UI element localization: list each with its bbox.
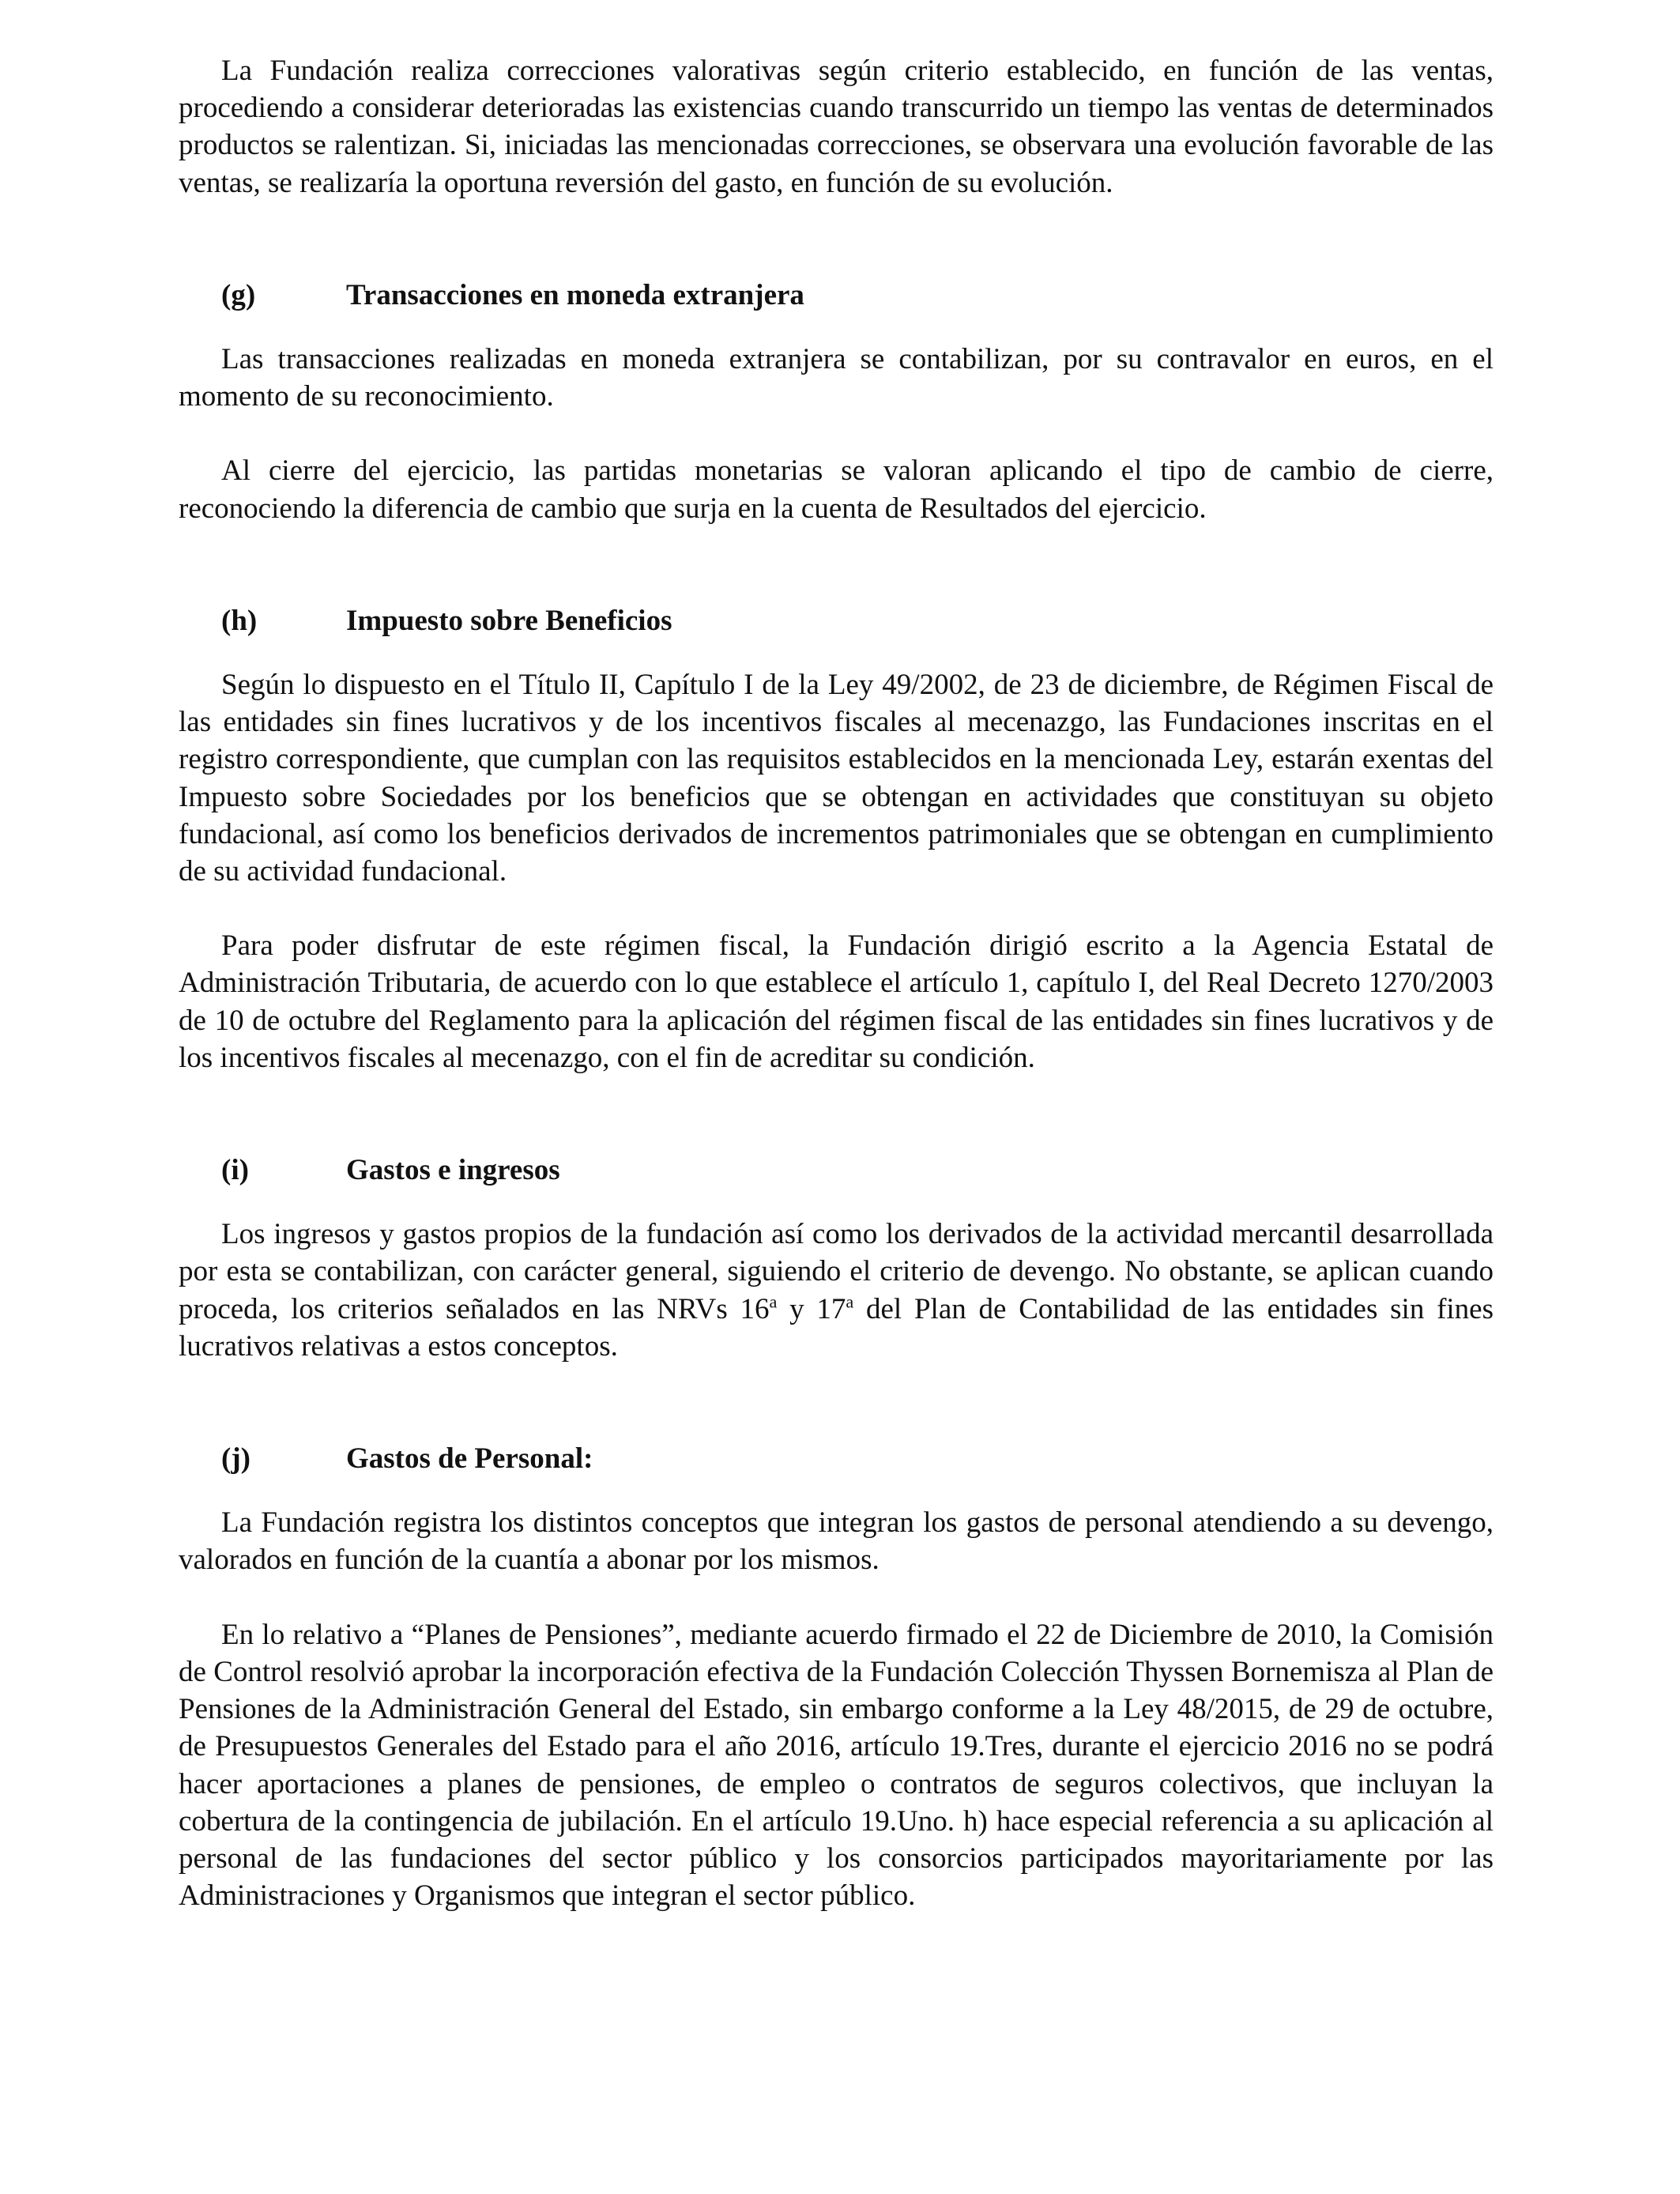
section-heading (179, 1152, 1494, 1189)
ordinal-superscript: a (769, 1291, 778, 1312)
section-h (179, 602, 1494, 1076)
paragraph-text: del Plan de Contabilidad de las entidades sin fines lucrativos relativas a estos conceptos. (179, 1292, 1494, 1363)
section-heading (179, 602, 1494, 639)
paragraph (179, 1216, 1494, 1365)
paragraph: Según lo dispuesto en el Título II, Capítulo I de la Ley 49/2002, de 23 de diciembre, de Régimen Fiscal de las entidades sin fines lucrativos y de los incentivos fiscales al mecenazgo, las Fundaciones inscritas en el registro correspondiente, que cumplan con las requisitos establecidos en la mencionada Ley, estarán exentas del Impuesto sobre Sociedades por los beneficios que se obtengan en actividades que constituyan su objeto fundacional, así como los beneficios derivados de incrementos patrimoniales que se obtengan en cumplimiento de su actividad fundacional. (179, 669, 1494, 888)
section-title: Transacciones en moneda extranjera (346, 278, 804, 311)
section-letter: (g) (221, 278, 256, 311)
section-letter: (h) (221, 604, 258, 637)
paragraph: Las transacciones realizadas en moneda extranjera se contabilizan, por su contravalor en euros, en el momento de su reconocimiento. (179, 343, 1494, 413)
section-heading (179, 1440, 1494, 1477)
intro-paragraph: La Fundación realiza correcciones valorativas según criterio establecido, en función de las ventas, procediendo a considerar deterioradas las existencias cuando transcurrido un tiempo las ventas de determinados productos se ralentizan. Si, iniciadas las mencionadas correcciones, se observara una evolución favorable de las ventas, se realizaría la oportuna reversión del gasto, en función de su evolución. (179, 55, 1494, 199)
section-g (179, 277, 1494, 527)
section-title: Impuesto sobre Beneficios (346, 604, 672, 637)
paragraph: Al cierre del ejercicio, las partidas monetarias se valoran aplicando el tipo de cambio de cierre, reconociendo la diferencia de cambio que surja en la cuenta de Resultados del ejercicio. (179, 454, 1494, 525)
paragraph: La Fundación registra los distintos conceptos que integran los gastos de personal atendiendo a su devengo, valorados en función de la cuantía a abonar por los mismos. (179, 1506, 1494, 1577)
section-letter: (j) (221, 1442, 250, 1476)
section-heading (179, 277, 1494, 314)
section-j (179, 1440, 1494, 1914)
paragraph: Para poder disfrutar de este régimen fiscal, la Fundación dirigió escrito a la Agencia Estatal de Administración Tributaria, de acuerdo con lo que establece el artículo 1, capítulo I, del Real Decreto 1270/2003 de 10 de octubre del Reglamento para la aplicación del régimen fiscal de las entidades sin fines lucrativos y de los incentivos fiscales al mecenazgo, con el fin de acreditar su condición. (179, 929, 1494, 1074)
section-title: Gastos e ingresos (346, 1154, 560, 1187)
section-title: Gastos de Personal: (346, 1442, 593, 1476)
document-page (179, 52, 1494, 1914)
paragraph-text: y 17 (777, 1292, 846, 1325)
section-letter: (i) (221, 1154, 249, 1187)
paragraph: En lo relativo a “Planes de Pensiones”, mediante acuerdo firmado el 22 de Diciembre de 2010, la Comisión de Control resolvió aprobar la incorporación efectiva de la Fundación Colección Thyssen Bornemisza al Plan de Pensiones de la Administración General del Estado, sin embargo conforme a la Ley 48/2015, de 29 de octubre, de Presupuestos Generales del Estado para el año 2016, artículo 19.Tres, durante el ejercicio 2016 no se podrá hacer aportaciones a planes de pensiones, de empleo o contratos de seguros colectivos, que incluyan la cobertura de la contingencia de jubilación. En el artículo 19.Uno. h) hace especial referencia a su aplicación al personal de las fundaciones del sector público y los consorcios participados mayoritariamente por las Administraciones y Organismos que integran el sector público. (179, 1618, 1494, 1913)
section-i (179, 1152, 1494, 1365)
ordinal-superscript: a (846, 1291, 854, 1312)
paragraph-text: Los ingresos y gastos propios de la fundación así como los derivados de la actividad mercantil desarrollada por esta se contabilizan, con carácter general, siguiendo el criterio de devengo. No obstante, se aplican cuando proceda, los criterios señalados en las NRVs 16 (179, 1218, 1494, 1325)
